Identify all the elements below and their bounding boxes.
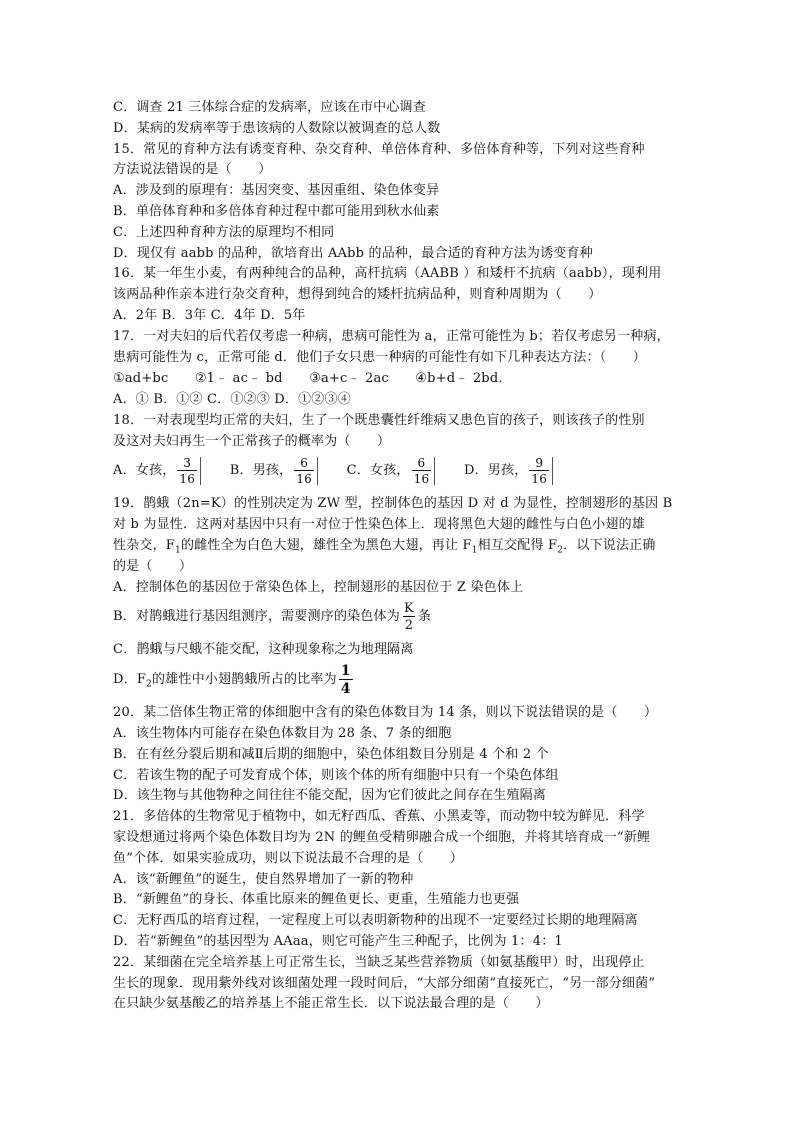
q19-text-3: 相互交配得 F xyxy=(477,538,558,553)
q22-stem-line1: 22．某细菌在完全培养基上可正常生长，当缺乏某些营养物质（如氨基酸甲）时，出现停止 xyxy=(113,955,645,970)
q19-stem-line4: 的是（ ） xyxy=(113,559,193,574)
q18-option-c-label: C．女孩， xyxy=(346,463,410,478)
q18-c-numerator: 6 xyxy=(417,455,426,470)
q18-stem-line1: 18．一对表现型均正常的夫妇，生了一个既患囊性纤维病又患色盲的孩子，则该孩子的性别 xyxy=(113,413,645,428)
q19-option-b-text: B．对鹊蛾进行基因组测序，需要测序的染色体为 xyxy=(113,609,400,624)
q19-option-c: C．鹊蛾与尺蛾不能交配，这种现象称之为地理隔离 xyxy=(113,642,414,657)
q18-c-denominator: 16 xyxy=(413,471,430,486)
q17-options: A．① B．①② C．①②③ D．①②③④ xyxy=(113,392,351,407)
q14-option-d: D．某病的发病率等于患该病的人数除以被调查的总人数 xyxy=(113,121,441,136)
q18-option-d-fraction xyxy=(529,457,553,485)
q19-d-numerator: 1 xyxy=(340,662,351,679)
q16-options: A．2年 B．3年 C．4年 D．5年 xyxy=(113,308,306,323)
q19-d-denominator: 4 xyxy=(340,680,351,697)
q21-option-b: B．“新鲤鱼”的身长、体重比原来的鲤鱼更长、更重，生殖能力也更强 xyxy=(113,892,520,907)
q16-stem-line1: 16．某一年生小麦，有两种纯合的品种，高杆抗病（AABB ）和矮杆不抗病（aabb），现利用 xyxy=(113,266,662,281)
q19-text-2: 的雌性全为白色大翅，雄性全为黑色大翅，再让 F xyxy=(180,538,472,553)
q19-option-b-fraction xyxy=(402,602,416,632)
q21-option-c: C．无籽西瓜的培育过程，一定程度上可以表明新物种的出现不一定要经过长期的地理隔离 xyxy=(113,913,638,928)
q18-a-denominator: 16 xyxy=(179,471,196,486)
q21-option-a: A．该“新鲤鱼”的诞生，使自然界增加了一新的物种 xyxy=(113,872,414,887)
q21-stem-line3: 鱼”个体．如果实验成功，则以下说法最不合理的是（ ） xyxy=(113,851,464,866)
q20-option-d: D．该生物与其他物种之间往往不能交配，因为它们彼此之间存在生殖隔离 xyxy=(113,788,547,803)
q17-stem-line1: 17．一对夫妇的后代若仅考虑一种病，患病可能性为 a，正常可能性为 b；若仅考虑另一种病， xyxy=(113,329,670,344)
q18-option-d-label: D．男孩， xyxy=(463,463,528,478)
q18-option-c-fraction xyxy=(412,457,436,485)
q19-sub-2: 1 xyxy=(471,545,478,556)
q18-option-b-fraction xyxy=(294,457,318,485)
q21-stem-line2: 家设想通过将两个染色体数目均为 2N 的鲤鱼受精卵融合成一个细胞，并将其培育成一“新鲤 xyxy=(113,830,651,845)
q19-b-denominator: 2 xyxy=(404,617,414,633)
q15-option-b: B．单倍体育种和多倍体育种过程中都可能用到秋水仙素 xyxy=(113,204,440,219)
q19-option-d-text-2: 的雄性中小翅鹊蛾所占的比率为 xyxy=(151,672,337,687)
q20-option-b: B．在有丝分裂后期和减Ⅱ后期的细胞中，染色体组数目分别是 4 个和 2 个 xyxy=(113,747,549,762)
q19-b-numerator: K xyxy=(403,600,414,616)
q15-option-d: D．现仅有 aabb 的品种，欲培育出 AAbb 的品种，最合适的育种方法为诱变育种 xyxy=(113,246,593,261)
q19-stem-line2: 对 b 为显性．这两对基因中只有一对位于性染色体上．现将黑色大翅的雌性与白色小翅的雄 xyxy=(113,517,645,532)
q18-option-a-fraction xyxy=(177,457,201,485)
q19-text-1: 性杂交，F xyxy=(113,538,176,553)
q19-option-b xyxy=(113,600,431,634)
q18-a-numerator: 3 xyxy=(183,455,192,470)
q18-b-numerator: 6 xyxy=(300,455,309,470)
q20-option-c: C．若该生物的配子可发育成个体，则该个体的所有细胞中只有一个染色体组 xyxy=(113,768,559,783)
q17-expressions: ①ad+bc ②1﹣ ac﹣ bd ③a+c﹣ 2ac ④b+d﹣ 2bd． xyxy=(113,371,512,386)
q15-stem-line1: 15．常见的育种方法有诱变育种、杂交育种、单倍体育种、多倍体育种等，下列对这些育种 xyxy=(113,142,645,157)
q18-d-denominator: 16 xyxy=(531,471,548,486)
q16-stem-line2: 该两品种作亲本进行杂交育种，想得到纯合的矮杆抗病品种，则育种周期为（ ） xyxy=(113,287,602,302)
q19-text-4: ．以下说法正确 xyxy=(563,538,656,553)
q22-stem-line3: 在只缺少氨基酸乙的培养基上不能正常生长．以下说法最合理的是（ ） xyxy=(113,996,549,1011)
q19-stem-line3 xyxy=(113,536,656,555)
q19-stem-line1: 19．鹊蛾（2n=K）的性别决定为 ZW 型，控制体色的基因 D 对 d 为显性，控制翅形的基因 B xyxy=(113,496,673,511)
q15-stem-line2: 方法说法错误的是（ ） xyxy=(113,162,272,177)
q19-option-a: A．控制体色的基因位于常染色体上，控制翅形的基因位于 Z 染色体上 xyxy=(113,580,524,595)
q19-option-d xyxy=(113,662,355,698)
q15-option-a: A．涉及到的原理有：基因突变、基因重组、染色体变异 xyxy=(113,183,440,198)
q15-option-c: C．上述四种育种方法的原理均不相同 xyxy=(113,225,335,240)
q18-b-denominator: 16 xyxy=(296,471,312,486)
q19-sub-1: 1 xyxy=(175,545,181,556)
q21-stem-line1: 21．多倍体的生物常见于植物中，如无籽西瓜、香蕉、小黑麦等，而动物中较为鲜见．科学 xyxy=(113,809,645,824)
q22-stem-line2: 生长的现象．现用紫外线对该细菌处理一段时间后，“大部分细菌”直接死亡，“另一部分细菌” xyxy=(113,976,656,991)
q19-option-d-sub: 2 xyxy=(146,679,152,690)
q19-option-b-suffix: 条 xyxy=(417,609,432,624)
q20-option-a: A．该生物体内可能存在染色体数目为 28 条、7 条的细胞 xyxy=(113,726,452,741)
q19-sub-3: 2 xyxy=(557,545,564,556)
q19-option-d-fraction xyxy=(339,664,353,696)
q18-option-b-label: B．男孩， xyxy=(229,463,293,478)
q18-d-numerator: 9 xyxy=(535,455,544,470)
q17-stem-line2: 患病可能性为 c，正常可能 d．他们子女只患一种病的可能性有如下几种表达方法：（ ） xyxy=(113,350,646,365)
q21-option-d: D．若“新鲤鱼”的基因型为 AAaa，则它可能产生三种配子，比例为 1：4：1 xyxy=(113,934,563,949)
q18-option-a-label: A．女孩， xyxy=(113,463,176,478)
q14-option-c: C．调查 21 三体综合症的发病率，应该在市中心调查 xyxy=(113,100,426,115)
q18-stem-line2: 及这对夫妇再生一个正常孩子的概率为（ ） xyxy=(113,434,391,449)
q19-option-d-text-1: D．F xyxy=(113,672,147,687)
q20-stem: 20．某二倍体生物正常的体细胞中含有的染色体数目为 14 条，则以下说法错误的是（ ） xyxy=(113,705,658,720)
q18-options xyxy=(113,456,555,486)
